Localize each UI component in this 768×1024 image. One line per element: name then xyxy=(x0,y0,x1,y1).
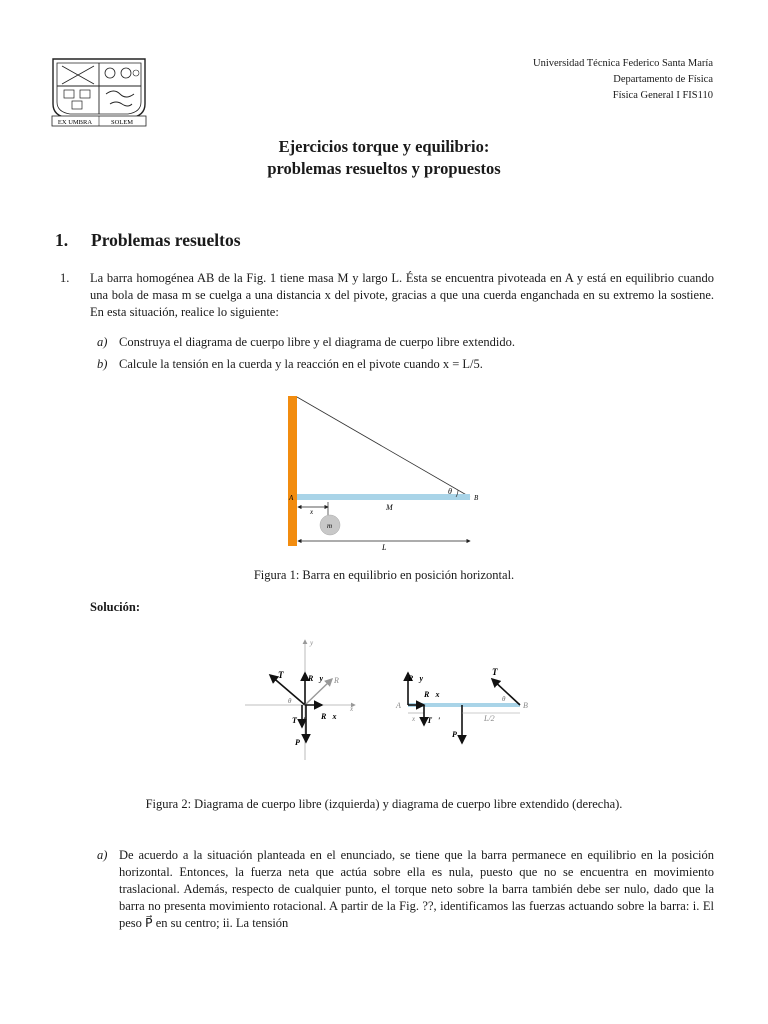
logo-motto-left: EX UMBRA xyxy=(57,119,93,126)
logo-motto-right: SOLEM xyxy=(110,119,134,126)
fbd-left-tension: T⃗ xyxy=(278,670,291,680)
part-a-marker: a) xyxy=(97,335,108,349)
solution-label: Solución: xyxy=(90,600,141,614)
fbd-right-tension: T⃗ xyxy=(492,667,505,677)
free-body-diagram-right xyxy=(395,667,528,743)
section-title: Problemas resueltos xyxy=(91,230,241,250)
department-name: Departamento de Física xyxy=(613,74,713,85)
problem-1-part-a xyxy=(97,334,714,351)
title-line-2: problemas resueltos y propuestos xyxy=(267,159,501,178)
fbd-left-axis-y: y xyxy=(310,639,314,647)
figure-2-caption: Figura 2: Diagrama de cuerpo libre (izquierda) y diagrama de cuerpo libre extendido (derecha). xyxy=(145,797,623,811)
free-body-diagram-left xyxy=(245,639,355,760)
fbd-right-theta: θ xyxy=(502,695,506,703)
section-heading xyxy=(55,230,241,251)
fbd-left-axis-x: x xyxy=(350,705,354,713)
fig1-label-b: B xyxy=(474,494,479,502)
fig1-label-m-ball: m xyxy=(327,522,333,530)
fbd-right-rx: R⃗x xyxy=(424,690,440,699)
wall xyxy=(288,396,297,546)
part-b-text: Calcule la tensión en la cuerda y la reacción en el pivote cuando x = L/5. xyxy=(119,357,483,371)
fig1-label-l: L xyxy=(382,543,387,552)
answer-part-a xyxy=(97,847,714,932)
fbd-right-b: B xyxy=(523,701,528,710)
university-crest-logo xyxy=(50,56,148,128)
header-institution xyxy=(533,56,713,104)
fbd-right-ry: R⃗y xyxy=(408,674,424,683)
problem-1-marker: 1. xyxy=(60,271,70,285)
fig1-label-x: x xyxy=(310,508,314,516)
answer-a-marker: a) xyxy=(97,848,108,862)
fbd-left-weight: P⃗ xyxy=(295,738,307,747)
rope xyxy=(297,397,470,497)
fbd-right-a: A xyxy=(396,701,401,710)
fbd-left-rx: R⃗x xyxy=(321,712,337,721)
fbd-right-x: x xyxy=(412,715,416,723)
fbd-left-r: R⃗ xyxy=(334,676,346,685)
part-a-text: Construya el diagrama de cuerpo libre y el diagrama de cuerpo libre extendido. xyxy=(119,335,516,349)
fbd-left-tprime: T⃗′ xyxy=(292,716,306,725)
fbd-left-theta: θ xyxy=(288,697,292,705)
figure-1-caption: Figura 1: Barra en equilibrio en posición horizontal. xyxy=(253,568,515,582)
fbd-right-l2: L/2 xyxy=(484,714,495,723)
fig1-label-m-bar: M xyxy=(386,503,393,512)
fig1-label-a: A xyxy=(289,494,294,502)
problem-1-part-b xyxy=(97,356,714,373)
university-name: Universidad Técnica Federico Santa María xyxy=(533,58,713,69)
title-line-1: Ejercicios torque y equilibrio: xyxy=(278,137,490,156)
answer-a-text: De acuerdo a la situación planteada en el enunciado, se tiene que la barra permanece en equilibrio en la posición horizontal. Entonces, la fuerza neta que actúa sobre ella es nula, puesto que no se encuentra en movimiento traslacional. Además, respecto de cualquier punto, el torque neto sobre la barra también debe ser nulo, dado que la barra no presenta movimiento rotacional. A partir de la Fig. ??, identificamos las fuerzas actuando sobre la barra: i. El peso P⃗ en su centro; ii. La tensión xyxy=(119,848,714,930)
problem-1-statement xyxy=(60,270,714,321)
course-name: Física General I FIS110 xyxy=(612,90,713,101)
bar-ab xyxy=(297,494,470,500)
fbd-left-ry: R⃗y xyxy=(308,674,324,683)
problem-1-text: La barra homogénea AB de la Fig. 1 tiene masa M y largo L. Ésta se encuentra pivoteada en A y está en equilibrio cuando una bola de masa m se cuelga a una distancia x del pivote, gracias a que una cuerda enganchada en su extremo la sostiene. En esta situación, realice lo siguiente: xyxy=(90,271,714,319)
section-number: 1. xyxy=(55,230,69,250)
figure-1-diagram xyxy=(280,390,490,555)
figure-2-diagram xyxy=(240,635,540,765)
fbd-right-tprime: T⃗′ xyxy=(427,716,441,725)
document-title xyxy=(0,136,768,180)
fbd-right-weight: P⃗ xyxy=(452,730,464,739)
fig1-theta-label: θ xyxy=(448,487,452,496)
part-b-marker: b) xyxy=(97,357,108,371)
